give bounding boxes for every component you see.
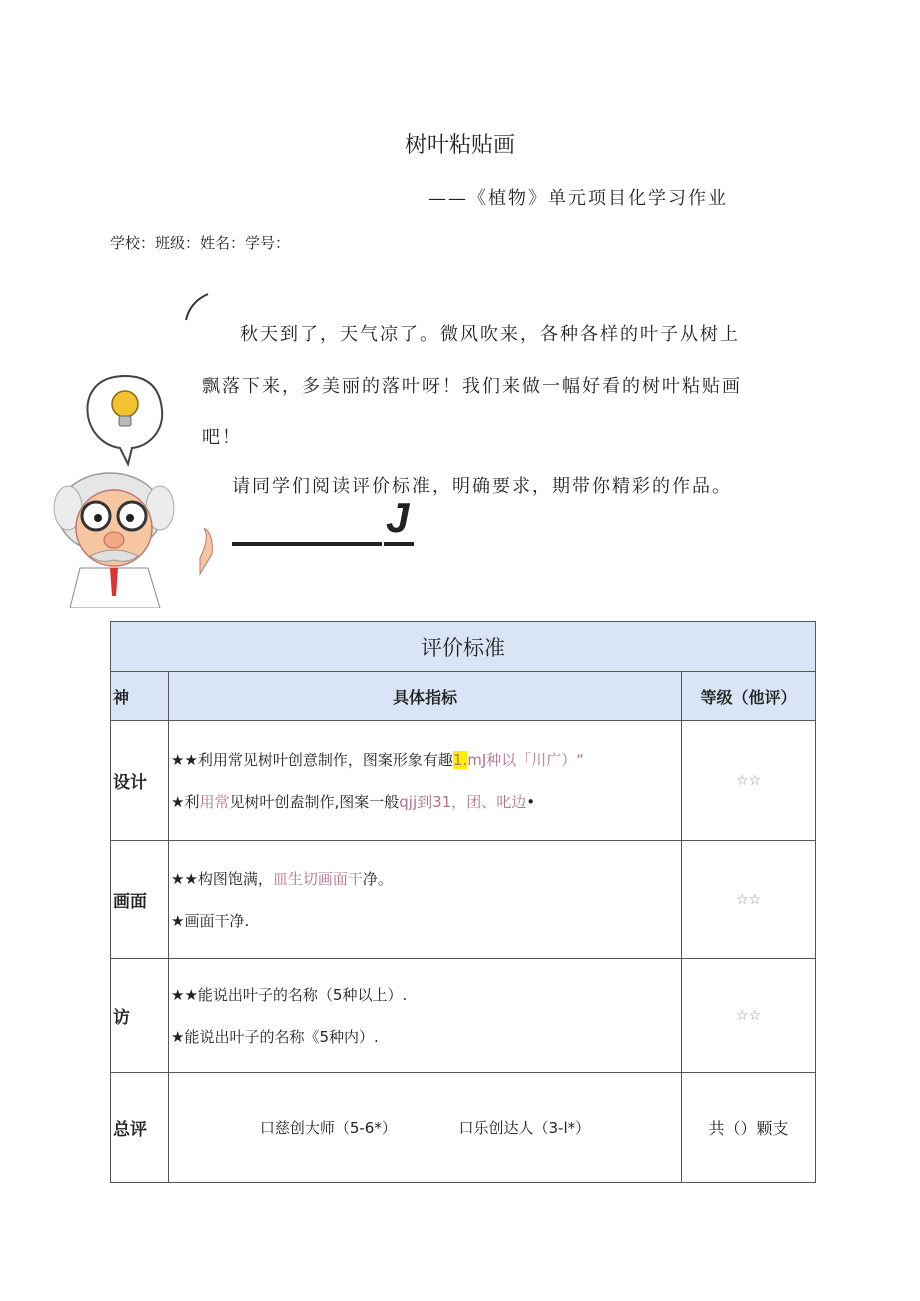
criterion-one-star: ★画面干净. [171, 911, 250, 930]
highlight-text: 1. [452, 750, 468, 769]
category-interview: 访 [111, 959, 169, 1073]
rubric-title: 评价标准 [111, 622, 816, 672]
grade-stars: ☆☆ [682, 959, 816, 1073]
header-category: 神 [111, 672, 169, 721]
criterion-two-star [169, 869, 681, 889]
table-row [111, 959, 816, 1073]
category-picture: 画面 [111, 841, 169, 959]
page-title: 树叶粘贴画 [404, 133, 515, 158]
option-expert-checkbox[interactable]: 口乐创达人（3-l*） [458, 1119, 591, 1137]
header-grade: 等级（他评） [682, 672, 816, 721]
grade-stars: ☆☆ [682, 721, 816, 841]
criterion-one-star: ★能说出叶子的名称《5种内）. [171, 1027, 379, 1046]
criterion-text: ★★构图饱满， [171, 869, 273, 888]
category-summary: 总评 [111, 1073, 169, 1183]
lightbulb-icon [87, 376, 162, 464]
scientist-illustration [50, 368, 230, 608]
rubric-table [110, 621, 816, 1183]
answer-underline [232, 542, 382, 546]
doodle-arc-icon [180, 292, 220, 332]
table-row [111, 1073, 816, 1183]
total-grade: 共（）颗支 [682, 1073, 816, 1183]
intro-line-2: 飘落下来，多美丽的落叶呀！我们来做一幅好看的树叶粘贴画 [202, 376, 742, 397]
criteria-cell [169, 721, 682, 841]
criterion-text: ★★利用常见树叶创意制作，图案形象有趣 [171, 750, 453, 769]
big-letter: J [386, 494, 410, 541]
grade-stars: ☆☆ [682, 841, 816, 959]
option-master-checkbox[interactable]: 口慈创大师（5-6*） [259, 1119, 397, 1137]
pink-text: 皿生切画面干 [272, 869, 363, 888]
summary-options-cell [169, 1073, 682, 1183]
header-criteria: 具体指标 [169, 672, 682, 721]
category-design: 设计 [111, 721, 169, 841]
pink-text: mJ种以「川广）“ [467, 750, 585, 769]
criteria-cell [169, 841, 682, 959]
criterion-one-star [169, 792, 681, 812]
student-info-line: 学校：班级：姓名：学号： [110, 234, 291, 252]
criteria-cell [169, 959, 682, 1073]
criterion-text: 净。 [362, 869, 393, 888]
intro-line-4: 请同学们阅读评价标准，明确要求，期带你精彩的作品。 [232, 476, 732, 497]
criterion-text: 见树叶创盍制作,图案一般 [229, 792, 400, 811]
pink-text: qjj到31，团、叱边 [399, 792, 527, 811]
criterion-two-star: ★★能说出叶子的名称（5种以上）. [171, 985, 408, 1004]
big-letter-underline [384, 542, 414, 546]
table-row [111, 721, 816, 841]
table-row [111, 841, 816, 959]
intro-line-1: 秋天到了，天气凉了。微风吹来，各种各样的叶子从树上 [240, 324, 740, 345]
page-subtitle: ——《植物》单元项目化学习作业 [428, 188, 728, 209]
rubric-title-row [111, 622, 816, 672]
scientist-icon [54, 473, 212, 608]
pink-text: 用常 [199, 792, 230, 811]
criterion-text: ★利 [171, 792, 200, 811]
rubric-header-row [111, 672, 816, 721]
criterion-text: • [526, 792, 536, 811]
intro-line-3: 吧！ [202, 427, 242, 448]
criterion-two-star [169, 750, 681, 770]
